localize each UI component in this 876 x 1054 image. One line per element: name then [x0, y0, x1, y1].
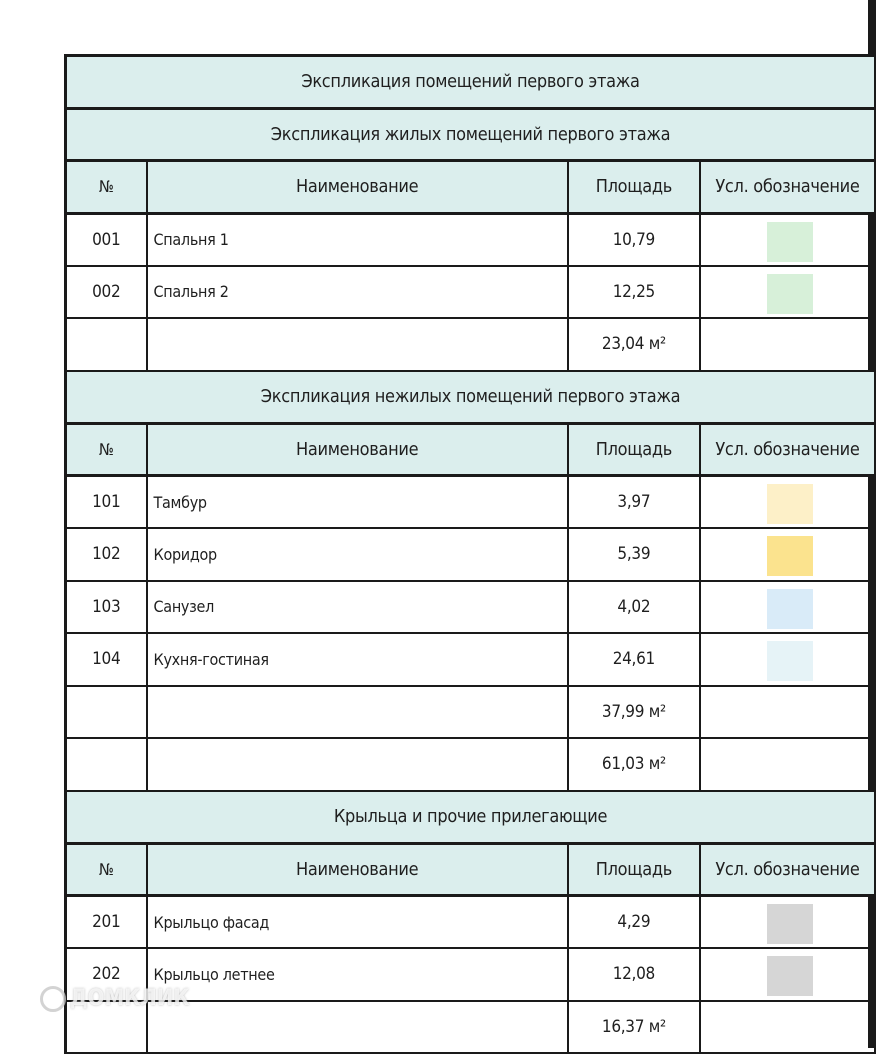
table-row [66, 213, 876, 266]
total-empty-name [147, 686, 568, 739]
room-number: 202 [66, 948, 147, 1001]
main-title: Экспликация помещений первого этажа [66, 56, 876, 109]
total-empty-legend [700, 686, 875, 739]
legend-swatch [767, 641, 813, 681]
room-name: Крыльцо летнее [147, 948, 568, 1001]
table-row [66, 581, 876, 634]
header-num: № [66, 423, 147, 476]
explication-table [64, 54, 876, 1054]
total-row [66, 686, 876, 739]
total-empty-num [66, 318, 147, 371]
column-header-row [66, 161, 876, 214]
room-legend [700, 581, 875, 634]
total-empty-name [147, 1001, 568, 1054]
table-row [66, 266, 876, 319]
room-name: Тамбур [147, 476, 568, 529]
room-number: 102 [66, 528, 147, 581]
legend-swatch [767, 904, 813, 944]
room-name: Спальня 2 [147, 266, 568, 319]
header-legend: Усл. обозначение [700, 423, 875, 476]
column-header-row [66, 843, 876, 896]
room-number: 103 [66, 581, 147, 634]
header-legend: Усл. обозначение [700, 161, 875, 214]
room-area: 4,02 [568, 581, 700, 634]
section-title-row [66, 791, 876, 844]
header-area: Площадь [568, 161, 700, 214]
total-area: 37,99 м² [568, 686, 700, 739]
room-legend [700, 896, 875, 949]
section-title: Экспликация жилых помещений первого этажа [66, 108, 876, 161]
room-number: 101 [66, 476, 147, 529]
table-row [66, 896, 876, 949]
room-area: 24,61 [568, 633, 700, 686]
total-row [66, 738, 876, 791]
room-legend [700, 633, 875, 686]
room-legend [700, 528, 875, 581]
column-header-row [66, 423, 876, 476]
room-legend [700, 948, 875, 1001]
room-name: Коридор [147, 528, 568, 581]
total-row [66, 318, 876, 371]
header-num: № [66, 161, 147, 214]
room-number: 002 [66, 266, 147, 319]
watermark-text: ДОМКЛИК [70, 986, 190, 1011]
header-legend: Усл. обозначение [700, 843, 875, 896]
section-title: Крыльца и прочие прилегающие [66, 791, 876, 844]
room-legend [700, 476, 875, 529]
room-name: Санузел [147, 581, 568, 634]
total-empty-legend [700, 318, 875, 371]
total-empty-name [147, 318, 568, 371]
room-area: 4,29 [568, 896, 700, 949]
room-number: 201 [66, 896, 147, 949]
room-name: Спальня 1 [147, 213, 568, 266]
header-area: Площадь [568, 843, 700, 896]
header-num: № [66, 843, 147, 896]
total-empty-legend [700, 1001, 875, 1054]
header-name: Наименование [147, 423, 568, 476]
room-area: 5,39 [568, 528, 700, 581]
room-name: Крыльцо фасад [147, 896, 568, 949]
section-title: Экспликация нежилых помещений первого этажа [66, 371, 876, 424]
house-icon [40, 986, 66, 1012]
legend-swatch [767, 589, 813, 629]
table-row [66, 528, 876, 581]
total-area: 16,37 м² [568, 1001, 700, 1054]
room-number: 104 [66, 633, 147, 686]
total-empty-legend [700, 738, 875, 791]
header-name: Наименование [147, 161, 568, 214]
main-title-row [66, 56, 876, 109]
legend-swatch [767, 484, 813, 524]
watermark [40, 986, 190, 1012]
room-area: 12,25 [568, 266, 700, 319]
table-row [66, 476, 876, 529]
total-empty-num [66, 738, 147, 791]
legend-swatch [767, 222, 813, 262]
section-title-row [66, 371, 876, 424]
legend-swatch [767, 274, 813, 314]
total-area: 61,03 м² [568, 738, 700, 791]
explication-sheet [64, 54, 876, 1054]
room-area: 10,79 [568, 213, 700, 266]
room-area: 3,97 [568, 476, 700, 529]
header-name: Наименование [147, 843, 568, 896]
room-number: 001 [66, 213, 147, 266]
room-legend [700, 213, 875, 266]
total-empty-num [66, 686, 147, 739]
room-area: 12,08 [568, 948, 700, 1001]
total-empty-name [147, 738, 568, 791]
legend-swatch [767, 956, 813, 996]
room-name: Кухня-гостиная [147, 633, 568, 686]
legend-swatch [767, 536, 813, 576]
section-title-row [66, 108, 876, 161]
header-area: Площадь [568, 423, 700, 476]
room-legend [700, 266, 875, 319]
table-row [66, 633, 876, 686]
total-area: 23,04 м² [568, 318, 700, 371]
